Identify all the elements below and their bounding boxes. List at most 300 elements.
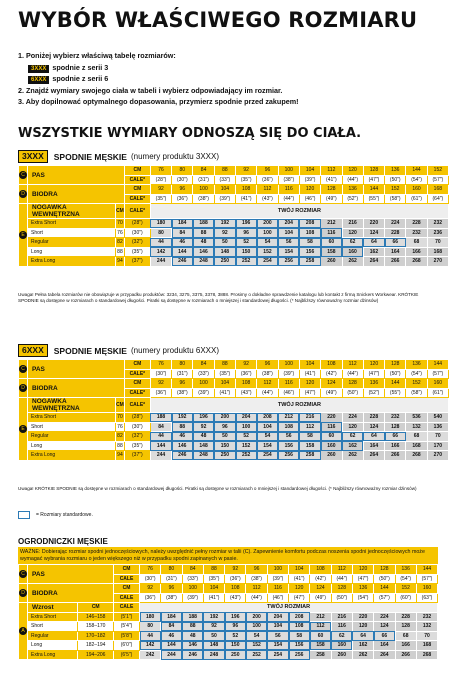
measure-label: BIODRA <box>28 584 114 603</box>
size-number: 258 <box>310 650 331 660</box>
size-table-6xxx <box>18 359 449 461</box>
size-cell: 88 <box>214 360 235 370</box>
size-cell: 84 <box>193 166 214 176</box>
size-number: 204 <box>267 612 288 622</box>
fit-in: (37") <box>124 451 150 461</box>
size-cell: (54") <box>352 593 373 603</box>
size-cell: 112 <box>246 584 267 594</box>
size-cell: 160 <box>406 185 427 195</box>
size-cell: (52") <box>342 194 363 204</box>
size-number: 70 <box>416 631 437 641</box>
size-number: 224 <box>374 612 395 622</box>
size-cell: 128 <box>331 584 352 594</box>
size-number: 54 <box>257 238 278 248</box>
size-cell: (41") <box>214 388 235 398</box>
size-cell: (54") <box>395 574 416 584</box>
measure-letter <box>19 379 28 398</box>
unit-label: CM <box>116 398 125 413</box>
size-cell: 100 <box>193 379 214 389</box>
size-cell: 116 <box>267 584 288 594</box>
size-number: 216 <box>342 219 363 229</box>
size-cell: (30") <box>150 369 171 379</box>
fit-cm: 194–206 <box>78 650 114 660</box>
size-number: 52 <box>236 432 257 442</box>
size-cell: (41") <box>236 194 257 204</box>
size-number: 188 <box>182 612 203 622</box>
size-number: 46 <box>161 631 182 641</box>
size-cell: (38") <box>257 369 278 379</box>
unit-label: CALE* <box>124 175 150 185</box>
size-number: 58 <box>299 432 320 442</box>
size-cell: (50") <box>342 388 363 398</box>
size-cell: (57") <box>427 369 448 379</box>
size-number: 246 <box>172 257 193 267</box>
size-number: 54 <box>257 432 278 442</box>
size-number: 120 <box>342 228 363 238</box>
measure-letter <box>19 398 28 461</box>
size-number: 168 <box>406 441 427 451</box>
size-number: 244 <box>150 451 171 461</box>
size-cell: (50") <box>374 574 395 584</box>
size-number: 256 <box>278 451 299 461</box>
size-cell: 80 <box>172 360 193 370</box>
size-cell: 100 <box>193 185 214 195</box>
size-number: 266 <box>385 451 406 461</box>
section-6xxx-header <box>18 344 219 357</box>
size-cell: (36") <box>257 175 278 185</box>
size-number: 96 <box>236 228 257 238</box>
size-number: 200 <box>257 219 278 229</box>
size-number: 168 <box>416 641 437 651</box>
fit-in: (28") <box>124 413 150 423</box>
size-cell: (33") <box>214 175 235 185</box>
size-number: 154 <box>278 247 299 257</box>
unit-label: CALE <box>114 574 140 584</box>
measure-letter <box>19 565 28 584</box>
size-number: 250 <box>214 257 235 267</box>
size-number: 62 <box>331 631 352 641</box>
table-row <box>19 379 449 389</box>
series-badge: 3XXX <box>28 65 49 73</box>
size-number: 92 <box>193 422 214 432</box>
size-cell: 120 <box>342 166 363 176</box>
table-row <box>19 565 438 575</box>
size-number: 208 <box>299 219 320 229</box>
measure-letter <box>19 360 28 379</box>
size-number: 232 <box>416 612 437 622</box>
table-row <box>19 432 449 442</box>
size-cell: (57") <box>374 593 395 603</box>
size-number: 188 <box>150 413 171 423</box>
instructions <box>18 50 299 108</box>
legend-text: = Rozmiary standardowe. <box>36 512 93 518</box>
measure-letter-icon: E <box>19 231 27 239</box>
size-number: 150 <box>225 641 246 651</box>
size-number: 260 <box>321 257 342 267</box>
size-cell: 96 <box>172 185 193 195</box>
size-cell: (57") <box>427 175 448 185</box>
size-number: 108 <box>289 622 310 632</box>
series-badge: 6XXX <box>28 76 49 84</box>
size-number: 80 <box>140 622 161 632</box>
measure-label: BIODRA <box>28 185 125 204</box>
size-cell: 100 <box>278 166 299 176</box>
size-number: 224 <box>385 219 406 229</box>
unit-label: CM <box>124 360 150 370</box>
size-cell: (38") <box>193 194 214 204</box>
size-number: 60 <box>310 631 331 641</box>
size-cell: 108 <box>236 185 257 195</box>
size-number: 204 <box>236 413 257 423</box>
size-number: 256 <box>289 650 310 660</box>
size-cell: (41") <box>289 574 310 584</box>
unit-label: CALE* <box>124 388 150 398</box>
fit-cm: 158–170 <box>78 622 114 632</box>
size-cell: 104 <box>299 360 320 370</box>
size-number: 56 <box>278 432 299 442</box>
measure-label: NOGAWKA WEWNĘTRZNA <box>28 204 116 219</box>
size-cell: 88 <box>214 166 235 176</box>
size-number: 184 <box>172 219 193 229</box>
size-number: 92 <box>203 622 224 632</box>
size-cell: (31") <box>193 175 214 185</box>
size-cell: (39") <box>182 593 203 603</box>
size-number: 64 <box>363 238 384 248</box>
series-label: spodnie z serii 3 <box>52 62 109 72</box>
measure-label: BIODRA <box>28 379 125 398</box>
fit-cm: 94 <box>117 452 123 459</box>
size-cell: 80 <box>172 166 193 176</box>
size-cell: (63") <box>416 593 437 603</box>
size-cell: 112 <box>342 360 363 370</box>
size-cell: (44") <box>278 194 299 204</box>
measure-letter-icon: E <box>19 425 27 433</box>
size-number: 150 <box>214 441 235 451</box>
table-row <box>19 451 449 461</box>
size-number: 164 <box>374 641 395 651</box>
table-row <box>19 257 449 267</box>
size-cell: 96 <box>161 584 182 594</box>
size-number: 152 <box>257 247 278 257</box>
size-number: 236 <box>427 228 448 238</box>
size-number: 220 <box>352 612 373 622</box>
size-number: 252 <box>236 451 257 461</box>
size-cell: 116 <box>278 185 299 195</box>
fit-cm: 82 <box>117 239 123 246</box>
size-cell: 120 <box>352 565 373 575</box>
size-cell: 104 <box>214 185 235 195</box>
your-size-header: TWÓJ ROZMIAR <box>150 204 448 219</box>
size-number: 156 <box>289 641 310 651</box>
table-row <box>19 422 449 432</box>
size-number: 156 <box>278 441 299 451</box>
size-cell: 144 <box>374 584 395 594</box>
size-number: 162 <box>363 247 384 257</box>
size-cell: (50") <box>385 175 406 185</box>
size-cell: 112 <box>321 166 342 176</box>
size-cell: 124 <box>310 584 331 594</box>
measure-letter-icon: D <box>19 384 27 392</box>
size-cell: 112 <box>257 379 278 389</box>
size-number: 146 <box>193 247 214 257</box>
size-number: 88 <box>172 422 193 432</box>
size-cell: (49") <box>321 388 342 398</box>
size-cell: (47") <box>363 175 384 185</box>
size-cell: (42") <box>310 574 331 584</box>
table-row <box>19 166 449 176</box>
size-cell: 128 <box>374 565 395 575</box>
size-number: 164 <box>363 441 384 451</box>
size-cell: 108 <box>225 584 246 594</box>
table-row <box>19 398 449 413</box>
series-label: spodnie z serii 6 <box>52 74 109 83</box>
size-number: 58 <box>289 631 310 641</box>
size-number: 250 <box>214 451 235 461</box>
size-cell: (55") <box>385 388 406 398</box>
size-number: 264 <box>363 451 384 461</box>
size-number: 104 <box>257 422 278 432</box>
size-cell: (54") <box>406 175 427 185</box>
table-row <box>19 612 438 622</box>
size-cell: (38") <box>278 175 299 185</box>
size-number: 264 <box>374 650 395 660</box>
size-number: 270 <box>427 257 448 267</box>
size-number: 142 <box>150 247 171 257</box>
fit-name: Extra Long <box>28 650 78 660</box>
fit-in: (35") <box>124 441 150 451</box>
size-cell: 120 <box>289 584 310 594</box>
size-number: 66 <box>385 238 406 248</box>
unit-label: CM <box>124 379 150 389</box>
size-number: 50 <box>203 631 224 641</box>
fit-in: (6'0") <box>114 641 140 651</box>
size-number: 228 <box>406 219 427 229</box>
measure-letter <box>19 166 28 185</box>
fit-in: (35") <box>124 247 150 257</box>
measure-letter <box>19 603 28 660</box>
size-number: 254 <box>267 650 288 660</box>
size-number: 144 <box>172 247 193 257</box>
size-number: 88 <box>182 622 203 632</box>
size-cell: 136 <box>363 379 384 389</box>
size-cell: 136 <box>406 360 427 370</box>
page-title: WYBÓR WŁAŚCIWEGO ROZMIARU <box>18 8 418 32</box>
size-number: 52 <box>225 631 246 641</box>
size-cell: 108 <box>310 565 331 575</box>
fit-in: (6'5") <box>114 650 140 660</box>
size-number: 196 <box>193 413 214 423</box>
size-cell: 120 <box>363 360 384 370</box>
fit-cm: 94 <box>117 258 123 265</box>
size-cell: 136 <box>342 185 363 195</box>
size-cell: (39") <box>299 175 320 185</box>
table-row <box>19 238 449 248</box>
size-number: 232 <box>406 228 427 238</box>
measure-letter <box>19 204 28 267</box>
size-number: 254 <box>257 451 278 461</box>
unit-label: CALE <box>114 603 140 613</box>
size-cell: 92 <box>236 166 257 176</box>
size-cell: 92 <box>225 565 246 575</box>
size-number: 116 <box>331 622 352 632</box>
size-number: 158 <box>321 247 342 257</box>
table-row <box>19 219 449 229</box>
fit-name: Extra Short <box>28 413 116 423</box>
size-cell: (30") <box>140 574 161 584</box>
size-number: 48 <box>193 432 214 442</box>
size-cell: 152 <box>395 584 416 594</box>
size-number: 54 <box>246 631 267 641</box>
unit-label: CM <box>124 166 150 176</box>
size-number: 258 <box>299 257 320 267</box>
size-number: 246 <box>172 451 193 461</box>
measure-letter-icon: C <box>19 365 27 373</box>
size-number: 212 <box>278 413 299 423</box>
size-cell: (35") <box>203 574 224 584</box>
measure-letter-icon: A <box>19 627 27 635</box>
size-number: 46 <box>172 238 193 248</box>
size-cell: (33") <box>193 369 214 379</box>
fit-in: (30") <box>124 422 150 432</box>
size-number: 62 <box>342 432 363 442</box>
size-cell: 96 <box>257 360 278 370</box>
size-cell: 144 <box>427 360 448 370</box>
size-number: 162 <box>352 641 373 651</box>
size-number: 100 <box>236 422 257 432</box>
size-cell: 160 <box>427 379 448 389</box>
size-number: 228 <box>385 228 406 238</box>
size-number: 70 <box>427 432 448 442</box>
size-cell: (44") <box>246 593 267 603</box>
size-number: 262 <box>342 451 363 461</box>
fit-in: (5'4") <box>114 622 140 632</box>
size-number: 124 <box>374 622 395 632</box>
size-number: 128 <box>395 622 416 632</box>
size-cell: 92 <box>150 379 171 389</box>
size-cell: 80 <box>161 565 182 575</box>
size-cell: (44") <box>342 369 363 379</box>
measure-letter-icon: C <box>19 570 27 578</box>
size-number: 268 <box>406 257 427 267</box>
size-number: 224 <box>342 413 363 423</box>
size-cell: 84 <box>193 360 214 370</box>
section-3xxx-header <box>18 150 219 163</box>
measure-letter-icon: D <box>19 589 27 597</box>
fit-name: Short <box>28 622 78 632</box>
size-cell: (36") <box>225 574 246 584</box>
size-number: 208 <box>289 612 310 622</box>
size-number: 256 <box>278 257 299 267</box>
step-1: 1. Poniżej wybierz właściwą tabelę rozmiarów: <box>18 51 176 60</box>
overalls-heading: OGRODNICZKI MĘSKIE <box>18 537 108 546</box>
fit-cm: 70 <box>117 414 123 421</box>
size-cell: 120 <box>299 379 320 389</box>
size-number: 228 <box>363 413 384 423</box>
size-number: 258 <box>299 451 320 461</box>
size-cell: 128 <box>342 379 363 389</box>
size-cell: (42") <box>321 369 342 379</box>
size-number: 248 <box>193 257 214 267</box>
size-cell: (35") <box>236 175 257 185</box>
size-number: 60 <box>321 238 342 248</box>
table-row <box>19 204 449 219</box>
fit-cm: 76 <box>117 229 123 236</box>
size-cell: (58") <box>385 194 406 204</box>
size-cell: 136 <box>385 166 406 176</box>
fit-name: Regular <box>28 238 116 248</box>
size-number: 196 <box>236 219 257 229</box>
size-cell: (58") <box>406 388 427 398</box>
size-cell: (39") <box>214 194 235 204</box>
size-number: 84 <box>161 622 182 632</box>
size-cell: (47") <box>299 388 320 398</box>
size-number: 152 <box>246 641 267 651</box>
fit-cm: 88 <box>117 442 123 449</box>
size-cell: 152 <box>427 166 448 176</box>
size-cell: 144 <box>406 166 427 176</box>
size-cell: 108 <box>236 379 257 389</box>
unit-label: CM <box>78 603 114 613</box>
size-number: 262 <box>352 650 373 660</box>
size-cell: (46") <box>267 593 288 603</box>
size-number: 100 <box>246 622 267 632</box>
size-number: 150 <box>236 247 257 257</box>
size-number: 260 <box>331 650 352 660</box>
section-code: 3XXX <box>18 150 48 163</box>
size-number: 48 <box>193 238 214 248</box>
size-cell: (31") <box>172 369 193 379</box>
size-number: 56 <box>267 631 288 641</box>
size-number: 124 <box>363 228 384 238</box>
size-number: 124 <box>363 422 384 432</box>
size-number: 164 <box>385 247 406 257</box>
size-number: 204 <box>278 219 299 229</box>
size-cell: (28") <box>150 175 171 185</box>
size-number: 166 <box>385 441 406 451</box>
table-row <box>19 185 449 195</box>
unit-label: CALE* <box>124 204 150 219</box>
size-number: 216 <box>331 612 352 622</box>
measure-label: NOGAWKA WEWNĘTRZNA <box>28 398 116 413</box>
size-number: 244 <box>150 257 171 267</box>
size-cell: (57") <box>416 574 437 584</box>
fit-name: Regular <box>28 631 78 641</box>
note-6xxx: Uwaga! KRÓTKIE SPODNIE są dostępne w rozmiarach o standardowej długości. Piratki są dostępne w rozmiarach o mniejszej i standardowej długości. (* Najbliższy równoważny rozmiar dżinsów) <box>18 486 417 491</box>
size-cell: (54") <box>406 369 427 379</box>
size-number: 80 <box>150 228 171 238</box>
size-cell: (50") <box>385 369 406 379</box>
size-number: 144 <box>161 641 182 651</box>
fit-cm: 170–182 <box>78 631 114 641</box>
size-number: 232 <box>427 219 448 229</box>
size-number: 44 <box>150 238 171 248</box>
measure-label: Wzrost <box>28 603 78 613</box>
section-sub: (numery produktu 3XXX) <box>130 152 220 161</box>
size-number: 244 <box>161 650 182 660</box>
size-number: 536 <box>406 413 427 423</box>
size-cell: (61") <box>406 194 427 204</box>
size-cell: (36") <box>236 369 257 379</box>
fit-cm: 146–158 <box>78 612 114 622</box>
section-code: 6XXX <box>18 344 48 357</box>
size-cell: 96 <box>246 565 267 575</box>
fit-name: Short <box>28 228 116 238</box>
size-number: 120 <box>352 622 373 632</box>
size-number: 96 <box>225 622 246 632</box>
size-number: 266 <box>395 650 416 660</box>
fit-name: Extra Long <box>28 451 116 461</box>
size-cell: 100 <box>182 584 203 594</box>
